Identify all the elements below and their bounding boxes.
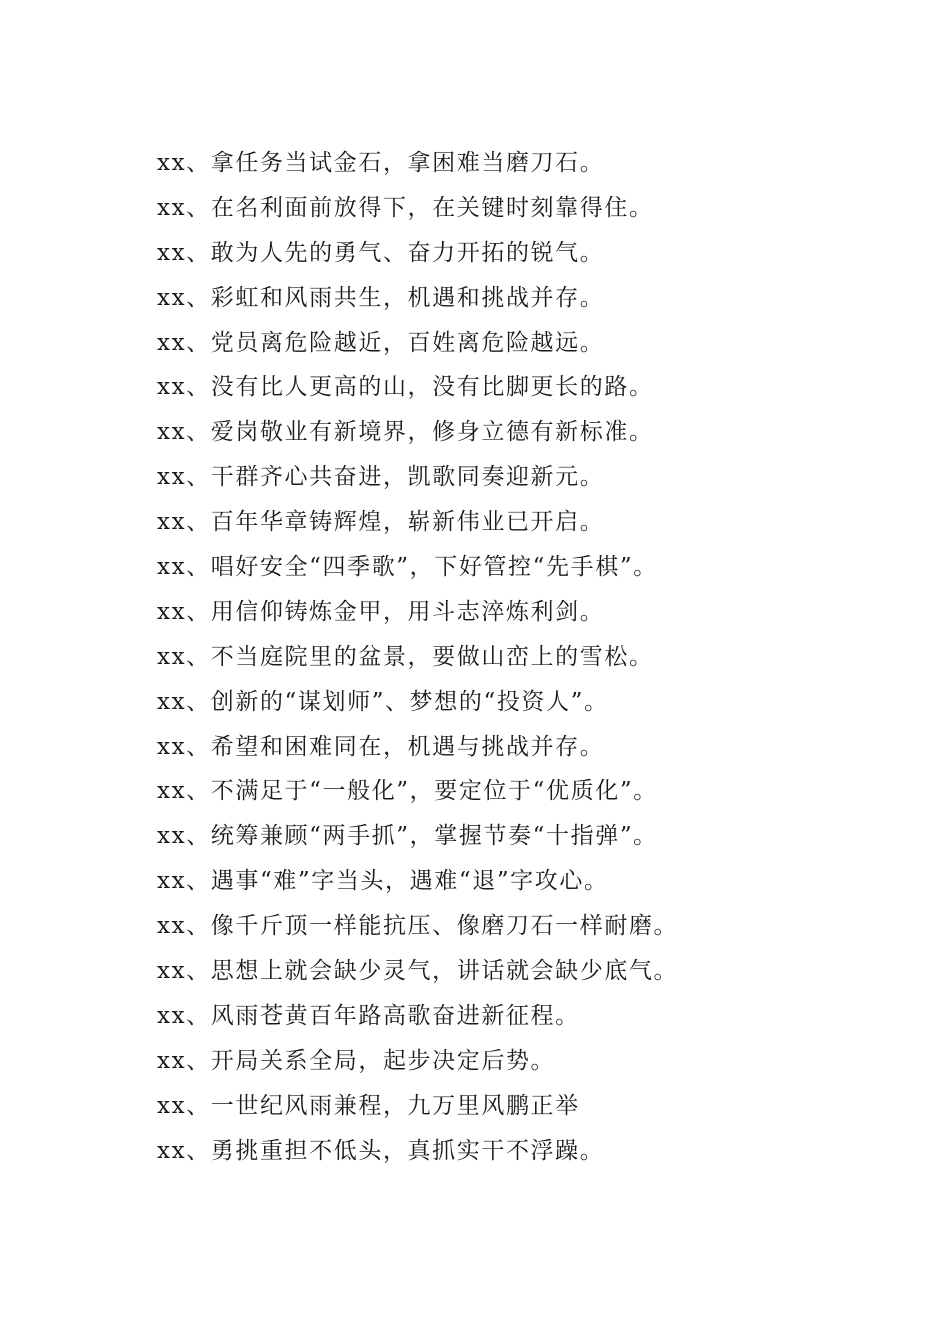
list-item: xx、统筹兼顾“两手抓”，掌握节奏“十指弹”。 <box>157 823 658 850</box>
list-item: xx、思想上就会缺少灵气，讲话就会缺少底气。 <box>157 958 679 985</box>
list-item: xx、拿任务当试金石，拿困难当磨刀石。 <box>157 150 605 176</box>
list-item: xx、遇事“难”字当头，遇难“退”字攻心。 <box>157 868 609 895</box>
list-item: xx、在名利面前放得下，在关键时刻靠得住。 <box>157 194 654 221</box>
list-item: xx、风雨苍黄百年路高歌奋进新征程。 <box>157 1002 580 1029</box>
list-item: xx、不满足于“一般化”，要定位于“优质化”。 <box>157 778 658 805</box>
list-item: xx、彩虹和风雨共生，机遇和挑战并存。 <box>157 284 605 311</box>
list-item: xx、希望和困难同在，机遇与挑战并存。 <box>157 733 605 760</box>
list-item: xx、不当庭院里的盆景，要做山峦上的雪松。 <box>157 643 654 670</box>
list-item: xx、像千斤顶一样能抗压、像磨刀石一样耐磨。 <box>157 913 679 940</box>
list-item: xx、干群齐心共奋进，凯歌同奏迎新元。 <box>157 464 605 491</box>
list-item: xx、爱岗敬业有新境界，修身立德有新标准。 <box>157 419 654 446</box>
list-item: xx、用信仰铸炼金甲，用斗志淬炼利剑。 <box>157 598 605 625</box>
list-item: xx、创新的“谋划师”、梦想的“投资人”。 <box>157 688 609 715</box>
list-item: xx、党员离危险越近，百姓离危险越远。 <box>157 329 605 356</box>
list-item: xx、开局关系全局，起步决定后势。 <box>157 1047 556 1074</box>
list-item: xx、一世纪风雨兼程，九万里风鹏正举 <box>157 1092 580 1119</box>
slogan-list <box>157 144 678 1176</box>
list-item: xx、敢为人先的勇气、奋力开拓的锐气。 <box>157 239 605 266</box>
list-item: xx、唱好安全“四季歌”，下好管控“先手棋”。 <box>157 554 658 581</box>
list-item: xx、勇挑重担不低头，真抓实干不浮躁。 <box>157 1137 605 1164</box>
list-item: xx、没有比人更高的山，没有比脚更长的路。 <box>157 374 654 401</box>
list-item: xx、百年华章铸辉煌，崭新伟业已开启。 <box>157 509 605 536</box>
